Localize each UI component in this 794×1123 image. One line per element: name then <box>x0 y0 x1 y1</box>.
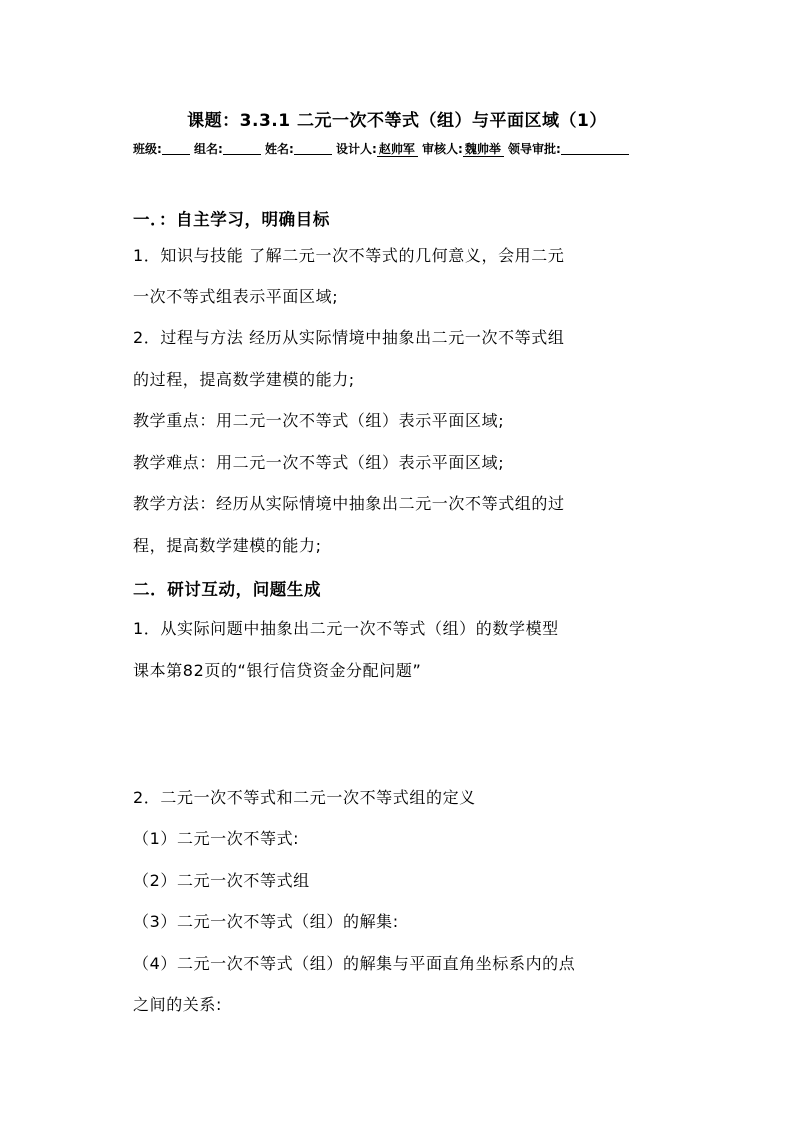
section2-line3: 2．二元一次不等式和二元一次不等式组的定义 <box>133 788 476 807</box>
section2-item4-cont: 之间的关系: <box>133 995 222 1014</box>
section2-item4: （4）二元一次不等式（组）的解集与平面直角坐标系内的点 <box>133 954 576 973</box>
section2-line1: 1．从实际问题中抽象出二元一次不等式（组）的数学模型 <box>133 619 559 638</box>
section2-line2: 课本第82页的“银行信贷资金分配问题” <box>133 661 422 680</box>
designer-label: 设计人: <box>336 142 377 156</box>
approval-blank <box>561 142 629 155</box>
section2-item3: （3）二元一次不等式（组）的解集: <box>133 912 399 931</box>
approval-label: 领导审批: <box>508 142 561 156</box>
name-blank <box>294 142 332 155</box>
group-blank <box>223 142 261 155</box>
section1-line8: 程，提高数学建模的能力; <box>133 536 322 555</box>
reviewer-label: 审核人: <box>422 142 463 156</box>
reviewer-value: 魏帅举 <box>463 142 504 157</box>
name-label: 姓名: <box>265 142 294 156</box>
section1-line5: 教学重点：用二元一次不等式（组）表示平面区域; <box>133 411 505 430</box>
designer-value: 赵帅军 <box>377 142 418 157</box>
section1-line7: 教学方法：经历从实际情境中抽象出二元一次不等式组的过 <box>133 494 565 513</box>
group-label: 组名: <box>194 142 223 156</box>
class-label: 班级: <box>133 142 162 156</box>
section1-line4: 的过程，提高数学建模的能力; <box>133 370 355 389</box>
section2-heading: 二．研讨互动，问题生成 <box>133 580 322 599</box>
section1-line1: 1．知识与技能 了解二元一次不等式的几何意义，会用二元 <box>133 246 565 265</box>
meta-line <box>133 140 629 157</box>
section1-line2: 一次不等式组表示平面区域; <box>133 287 339 306</box>
section1-heading: 一．：自主学习，明确目标 <box>133 210 330 229</box>
page-title: 课题：3.3.1 二元一次不等式（组）与平面区域（1） <box>187 111 607 131</box>
section1-line6: 教学难点：用二元一次不等式（组）表示平面区域; <box>133 453 505 472</box>
section2-item1: （1）二元一次不等式: <box>133 829 300 848</box>
section2-item2: （2）二元一次不等式组 <box>133 871 310 890</box>
class-blank <box>162 142 190 155</box>
section1-line3: 2．过程与方法 经历从实际情境中抽象出二元一次不等式组 <box>133 328 565 347</box>
